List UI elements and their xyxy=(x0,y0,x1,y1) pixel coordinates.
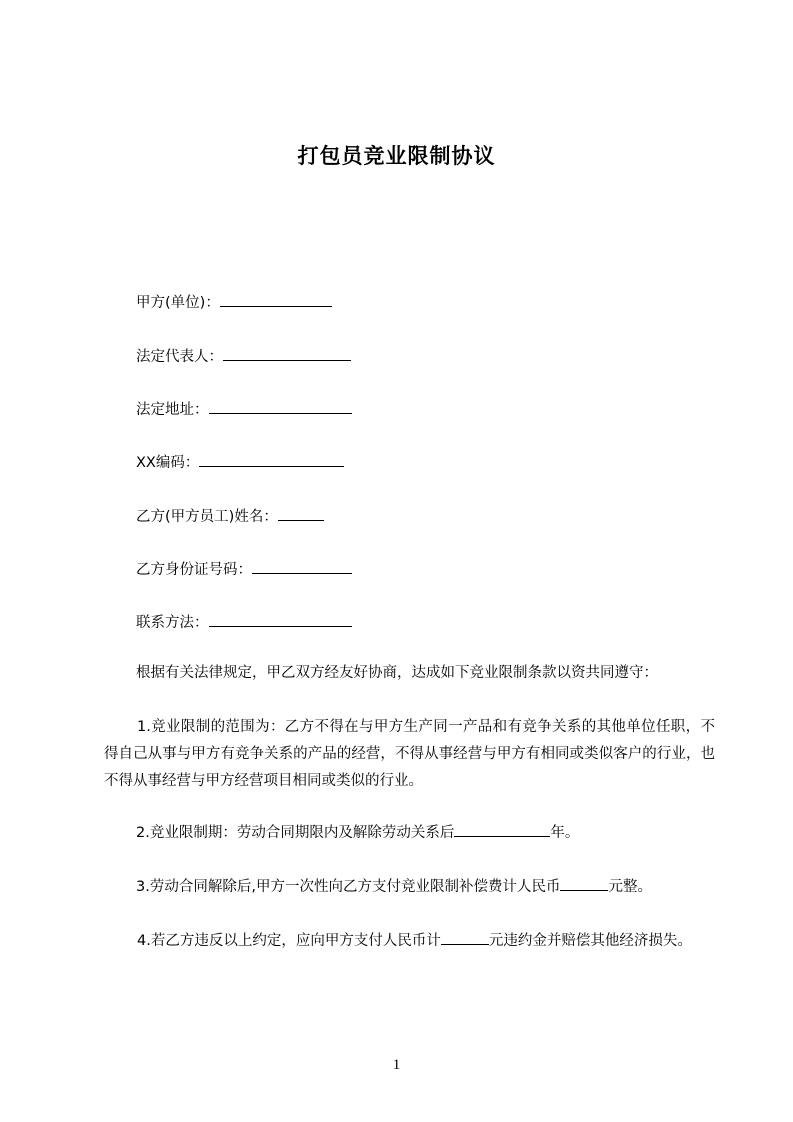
clause-3-text-after: 元整。 xyxy=(608,879,652,895)
blank-line xyxy=(252,559,352,574)
page-number: 1 xyxy=(392,1057,401,1073)
blank-line xyxy=(560,876,608,891)
field-label: 乙方身份证号码： xyxy=(136,562,252,578)
blank-line xyxy=(278,506,324,521)
field-contact xyxy=(136,612,352,633)
field-postal-code xyxy=(136,452,344,473)
blank-line xyxy=(209,399,352,414)
clause-4 xyxy=(104,928,715,955)
intro-paragraph xyxy=(136,660,716,687)
field-label: 乙方(甲方员工)姓名： xyxy=(136,509,278,525)
clause-4-text-after: 元违约金并赔偿其他经济损失。 xyxy=(488,933,692,949)
field-label: 法定代表人： xyxy=(136,349,223,365)
clause-3 xyxy=(136,874,716,901)
field-label: 甲方(单位)： xyxy=(136,295,220,311)
field-label: 法定地址： xyxy=(136,402,209,418)
clause-1 xyxy=(104,714,715,795)
blank-line xyxy=(454,822,550,837)
field-party-a xyxy=(136,292,332,313)
field-party-b-id xyxy=(136,559,352,580)
field-legal-representative xyxy=(136,346,351,367)
clause-2-text-before: 2.竞业限制期：劳动合同期限内及解除劳动关系后 xyxy=(136,825,455,841)
blank-line xyxy=(199,452,344,467)
clause-4-text-before: 4.若乙方违反以上约定，应向甲方支付人民币计 xyxy=(137,933,441,949)
clause-2 xyxy=(136,820,716,847)
clause-1-text: 1.竞业限制的范围为：乙方不得在与甲方生产同一产品和有竞争关系的其他单位任职，不得自己从事与甲方有竞争关系的产品的经营，不得从事经营与甲方有相同或类似客户的行业，也不得从事经营与甲方经营项目相同或类似的行业。 xyxy=(104,719,715,789)
clause-2-text-after: 年。 xyxy=(550,825,580,841)
blank-line xyxy=(209,612,352,627)
blank-line xyxy=(441,930,489,945)
field-party-b-name xyxy=(136,506,324,527)
clause-3-text-before: 3.劳动合同解除后,甲方一次性向乙方支付竞业限制补偿费计人民币 xyxy=(136,879,561,895)
field-label: 联系方法： xyxy=(136,615,209,631)
page-title: 打包员竞业限制协议 xyxy=(297,144,496,168)
field-label: XX编码： xyxy=(136,455,200,471)
field-legal-address xyxy=(136,399,352,420)
blank-line xyxy=(220,292,332,307)
intro-text: 根据有关法律规定，甲乙双方经友好协商，达成如下竞业限制条款以资共同遵守： xyxy=(136,665,658,681)
blank-line xyxy=(223,346,351,361)
